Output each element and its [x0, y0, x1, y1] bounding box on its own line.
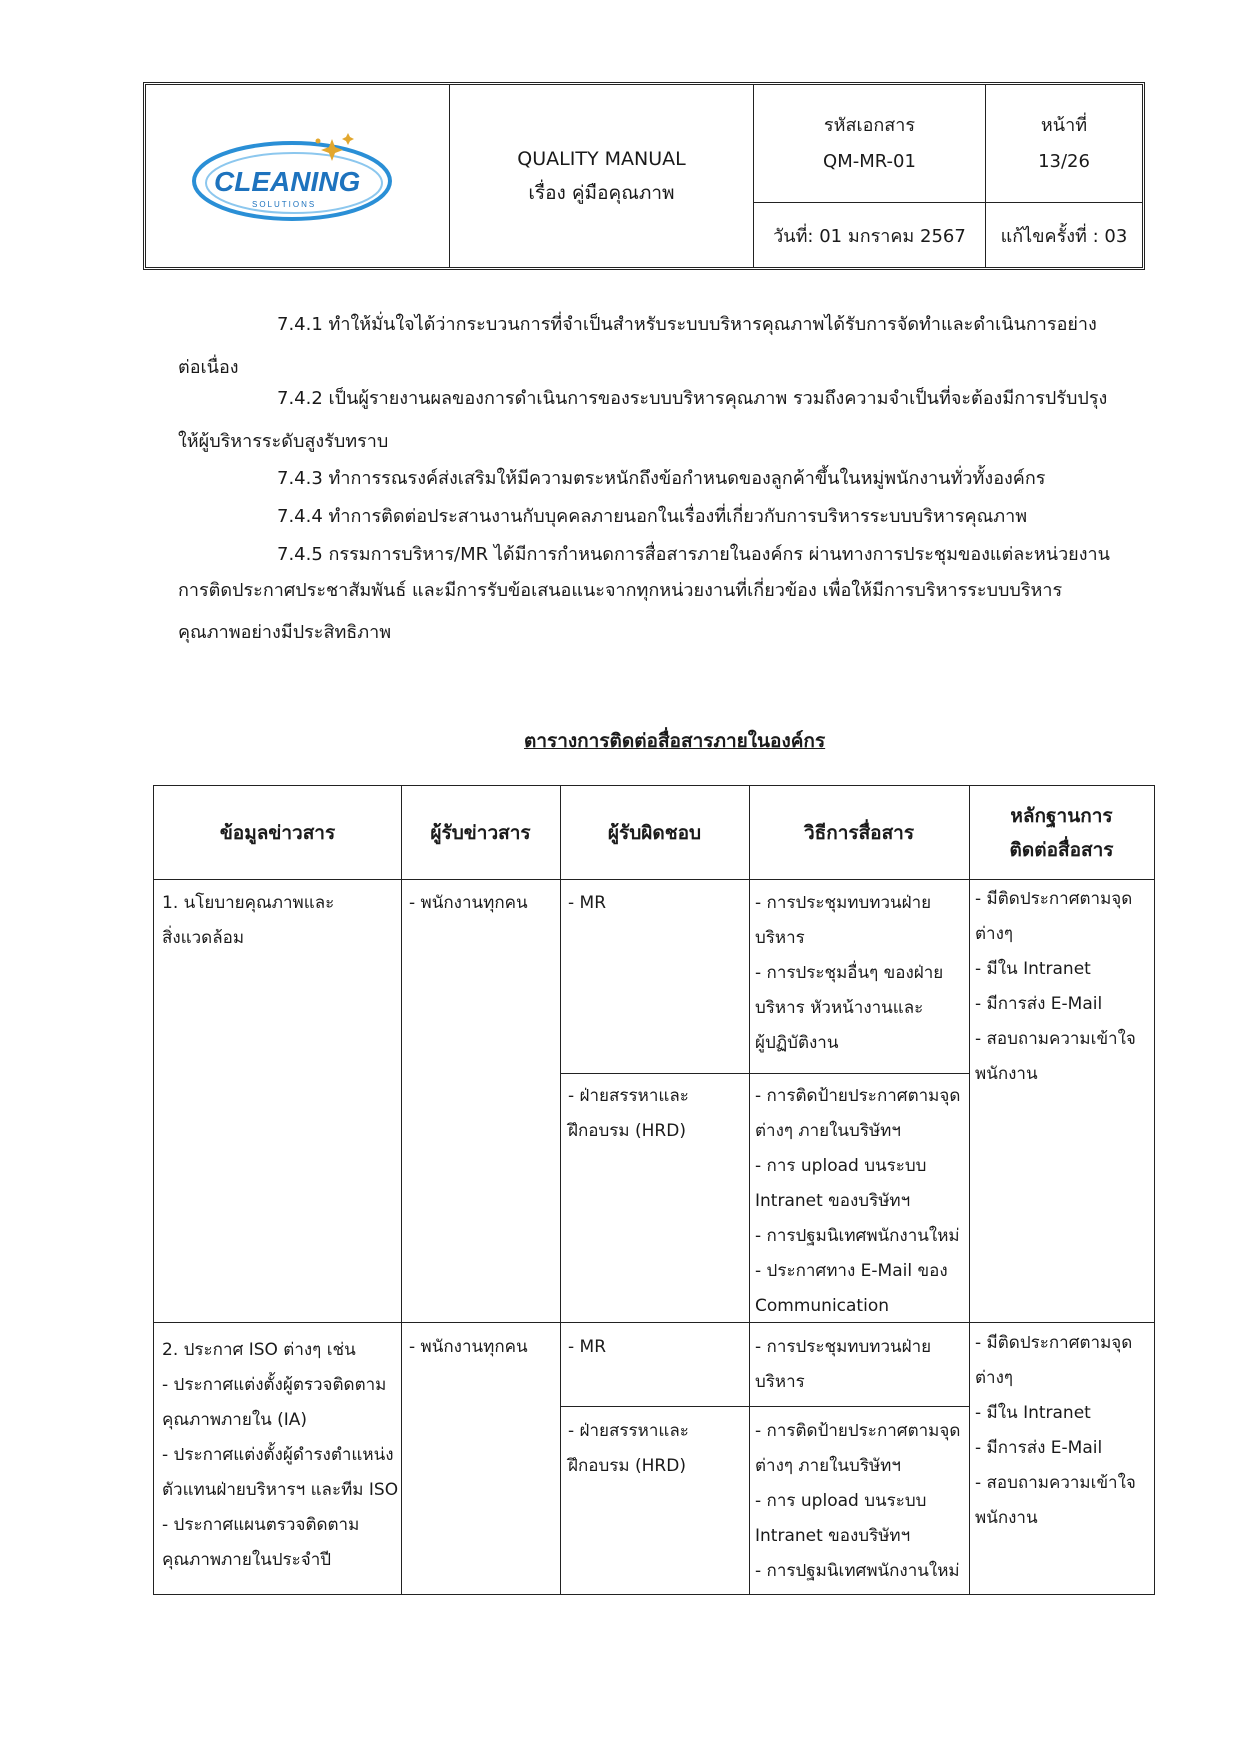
clause-7-4-2-line1: 7.4.2 เป็นผู้รายงานผลของการดำเนินการของระบบบริหารคุณภาพ รวมถึงความจำเป็นที่จะต้องมีการปรับปรุง [277, 388, 1108, 409]
row2-evidence: - มีติดประกาศตามจุด ต่างๆ - มีใน Intranet - มีการส่ง E-Mail - สอบถามความเข้าใจ พนักงาน [975, 1333, 1136, 1528]
column-divider [560, 786, 561, 1594]
logo-cell [146, 85, 450, 267]
column-divider [969, 786, 970, 1594]
clause-7-4-2-line2: ให้ผู้บริหารระดับสูงรับทราบ [178, 431, 389, 452]
row1-responsible-b: - ฝ่ายสรรหาและ ฝึกอบรม (HRD) [568, 1086, 689, 1141]
manual-title-th: เรื่อง คู่มือคุณภาพ [528, 182, 675, 204]
clause-7-4-5-line2: การติดประกาศประชาสัมพันธ์ และมีการรับข้อเสนอแนะจากทุกหน่วยงานที่เกี่ยวข้อง เพื่อให้มีการบริหารระบบบริหาร [178, 580, 1063, 601]
row1-info: 1. นโยบายคุณภาพและ สิ่งแวดล้อม [162, 893, 335, 948]
row1-method-a: - การประชุมทบทวนฝ่าย บริหาร - การประชุมอื่นๆ ของฝ่าย บริหาร หัวหน้างานและ ผู้ปฏิบัติงาน [755, 893, 944, 1053]
column-divider [749, 786, 750, 1594]
header-responsible: ผู้รับผิดชอบ [607, 821, 702, 844]
row1-evidence: - มีติดประกาศตามจุด ต่างๆ - มีใน Intranet - มีการส่ง E-Mail - สอบถามความเข้าใจ พนักงาน [975, 889, 1136, 1084]
row2-responsible-b: - ฝ่ายสรรหาและ ฝึกอบรม (HRD) [568, 1421, 689, 1476]
row2-responsible-a: - MR [568, 1337, 607, 1357]
header-row-divider [154, 879, 1154, 880]
logo-wordmark: CLEANING [214, 166, 361, 197]
row1-receiver: - พนักงานทุกคน [409, 893, 528, 913]
header-info: ข้อมูลข่าวสาร [219, 821, 336, 844]
clause-7-4-1-line1: 7.4.1 ทำให้มั่นใจได้ว่ากระบวนการที่จำเป็นสำหรับระบบบริหารคุณภาพได้รับการจัดทำและดำเนินการอย่าง [277, 314, 1097, 335]
header-method: วิธีการสื่อสาร [803, 821, 915, 844]
row2-info: 2. ประกาศ ISO ต่างๆ เช่น - ประกาศแต่งตั้งผู้ตรวจติดตาม คุณภาพภายใน (IA) - ประกาศแต่งตั้งผู้ดำรงตำแหน่ง ตัวแทนฝ่ายบริหารฯ และทีม ISO - ประกาศแผนตรวจติดตาม คุณภาพภายในประจำปี [162, 1340, 399, 1570]
title-cell [450, 85, 754, 267]
row2-receiver: - พนักงานทุกคน [409, 1337, 528, 1357]
table-title: ตารางการติดต่อสื่อสารภายในองค์กร [524, 730, 826, 752]
page-number-cell [986, 85, 1142, 203]
effective-date: วันที่: 01 มกราคม 2567 [754, 203, 986, 267]
header-evidence-line2: ติดต่อสื่อสาร [1009, 838, 1114, 861]
clause-7-4-3: 7.4.3 ทำการรณรงค์ส่งเสริมให้มีความตระหนักถึงข้อกำหนดของลูกค้าขึ้นในหมู่พนักงานทั่วทั้งองค์กร [277, 468, 1046, 489]
row-divider [154, 1322, 1154, 1323]
clause-7-4-1-line2: ต่อเนื่อง [178, 357, 239, 378]
sub-row-divider [560, 1406, 969, 1407]
communication-table [153, 785, 1155, 1595]
row1-responsible-a: - MR [568, 893, 607, 913]
page-number-label: หน้าที่ [1040, 114, 1088, 136]
clause-7-4-4: 7.4.4 ทำการติดต่อประสานงานกับบุคคลภายนอกในเรื่องที่เกี่ยวกับการบริหารระบบบริหารคุณภาพ [277, 506, 1028, 527]
document-header [143, 82, 1145, 270]
company-logo [190, 129, 400, 225]
document-code-label: รหัสเอกสาร [823, 114, 916, 136]
manual-title-en: QUALITY MANUAL [517, 148, 686, 170]
document-code-cell [754, 85, 986, 203]
row2-method-a: - การประชุมทบทวนฝ่าย บริหาร [755, 1337, 932, 1392]
document-code-value: QM-MR-01 [823, 150, 916, 172]
column-divider [401, 786, 402, 1594]
logo-subtext: SOLUTIONS [252, 200, 317, 209]
clause-7-4-5-line1: 7.4.5 กรรมการบริหาร/MR ได้มีการกำหนดการสื่อสารภายในองค์กร ผ่านทางการประชุมของแต่ละหน่วยงาน [277, 544, 1110, 565]
page-number-value: 13/26 [1038, 150, 1090, 172]
header-receiver: ผู้รับข่าวสาร [430, 821, 531, 844]
clause-7-4-5-line3: คุณภาพอย่างมีประสิทธิภาพ [178, 622, 392, 643]
sub-row-divider [560, 1073, 969, 1074]
header-evidence [969, 786, 1154, 879]
row2-method-b: - การติดป้ายประกาศตามจุด ต่างๆ ภายในบริษัทฯ - การ upload บนระบบ Intranet ของบริษัทฯ - การปฐมนิเทศพนักงานใหม่ [755, 1421, 961, 1581]
header-evidence-line1: หลักฐานการ [1010, 804, 1113, 827]
revision-number: แก้ไขครั้งที่ : 03 [1000, 225, 1128, 247]
row1-method-b: - การติดป้ายประกาศตามจุด ต่างๆ ภายในบริษัทฯ - การ upload บนระบบ Intranet ของบริษัทฯ - การปฐมนิเทศพนักงานใหม่ - ประกาศทาง E-Mail ของ Communication [755, 1086, 961, 1316]
